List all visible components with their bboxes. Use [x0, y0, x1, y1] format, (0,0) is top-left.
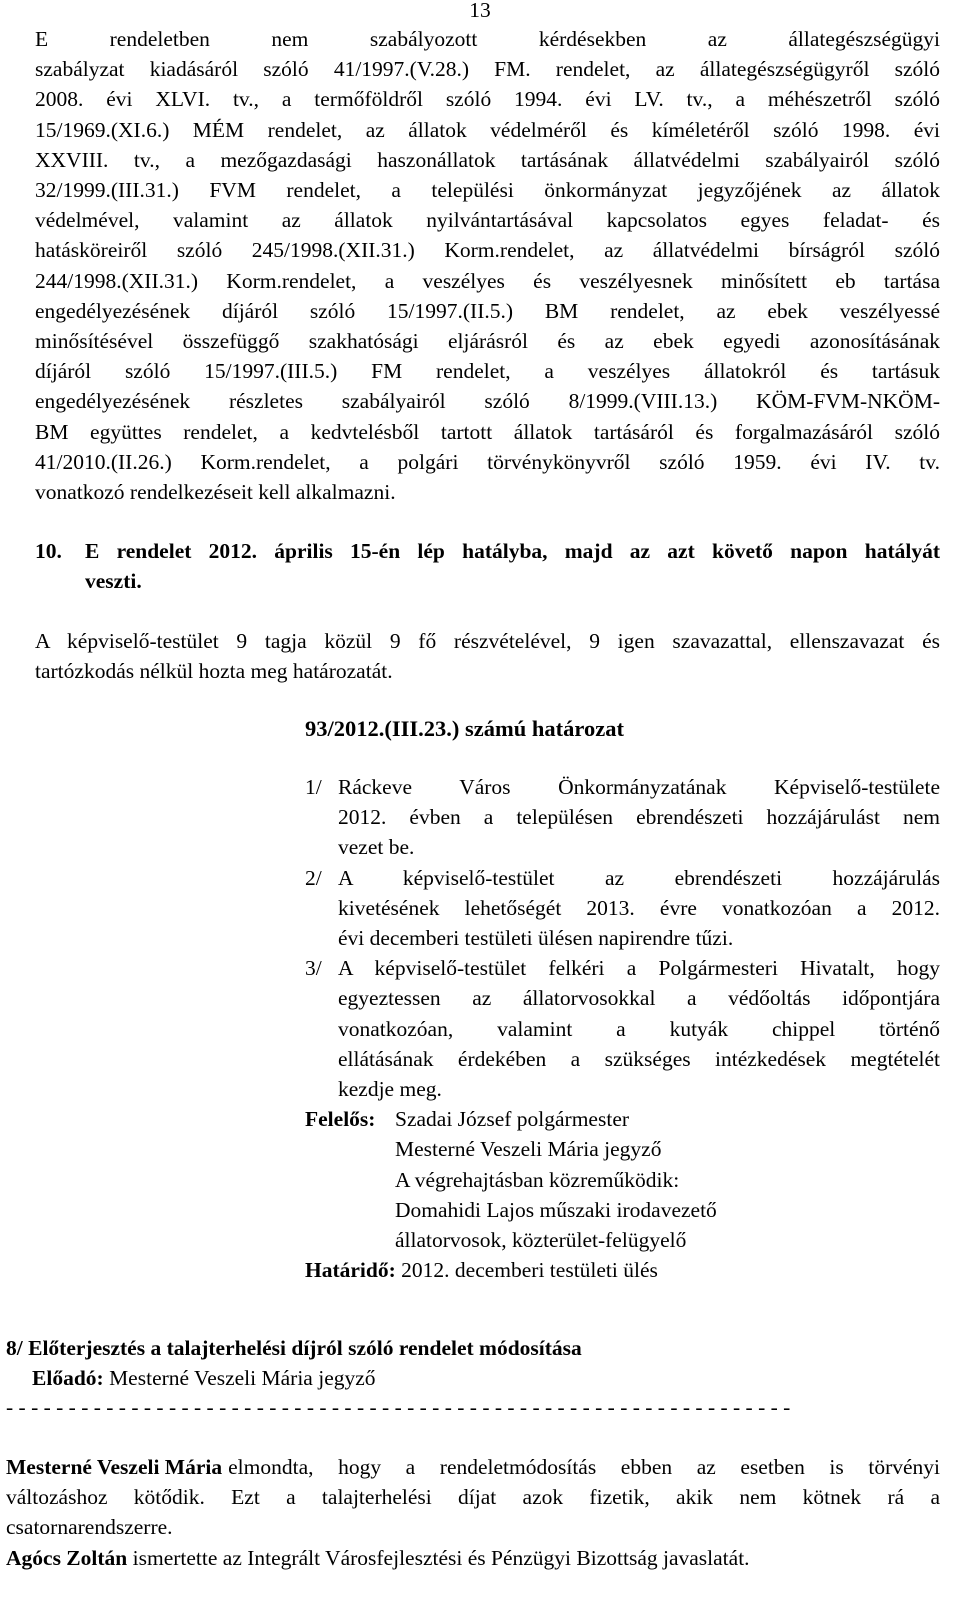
item-text-line: kezdje meg.: [338, 1077, 442, 1102]
agenda-item-title: 8/ Előterjesztés a talajterhelési díjról szóló rendelet módosítása: [6, 1336, 582, 1360]
discussion-paragraph: [6, 1452, 940, 1573]
text-line: tartózkodás nélkül hozta meg határozatát.: [35, 659, 393, 684]
item-text-line: egyeztessen az állatorvosokkal a védőoltás időpontjára: [338, 986, 940, 1011]
item-text-line: kivetésének lehetőségét 2013. évre vonatkozóan a 2012.: [338, 895, 940, 920]
deadline-value: 2012. decemberi testületi ülés: [401, 1258, 658, 1283]
text-line: minősítésével összefüggő szakhatósági eljárásról és az ebek egyedi azonosításának: [35, 329, 940, 354]
responsible-block: [305, 1104, 940, 1255]
responsible-person: A végrehajtásban közreműködik:: [395, 1167, 680, 1192]
resolution-item-2: [305, 863, 940, 954]
presenter-row: [32, 1363, 376, 1393]
text-line: engedélyezésének díjáról szóló 15/1997.(II.5.) BM rendelet, az ebek veszélyessé: [35, 298, 940, 323]
dashed-separator: - - - - - - - - - - - - - - - - - - - - - - - - - - - - - - - - - - - - - - - - - - - - - - - - - - - - - - - - - - - - - - -: [6, 1395, 791, 1419]
text-line: 41/2010.(II.26.) Korm.rendelet, a polgári törvénykönyvről szóló 1959. évi IV. tv.: [35, 449, 940, 474]
text-line: változáshoz kötődik. Ezt a talajterhelési díjat azok fizetik, akik nem kötnek rá a: [6, 1485, 940, 1510]
responsible-label: Felelős:: [305, 1107, 376, 1132]
speaker-statement: [6, 1543, 940, 1573]
item-text-line: A képviselő-testület az ebrendészeti hozzájárulás: [338, 865, 940, 890]
text-line: elmondta, hogy a rendeletmódosítás ebben az esetben is törvényi: [228, 1455, 940, 1479]
item-text-line: ellátásának érdekében a szükséges intézkedések megtételét: [338, 1046, 940, 1071]
text-line: vonatkozó rendelkezéseit kell alkalmazni.: [35, 480, 396, 505]
presenter-label: Előadó:: [32, 1366, 104, 1390]
text-line: védelmével, valamint az állatok nyilvántartásával kapcsolatos egyes feladat- és: [35, 208, 940, 233]
resolution-title: 93/2012.(III.23.) számú határozat: [305, 716, 624, 741]
text-line: E rendeletben nem szabályozott kérdésekben az állategészségügyi: [35, 27, 940, 51]
text-line: XXVIII. tv., a mezőgazdasági haszonállatok tartásának állatvédelmi szabályairól szóló: [35, 147, 940, 172]
text-line: díjáról szóló 15/1997.(III.5.) FM rendelet, a veszélyes állatokról és tartásuk: [35, 359, 940, 384]
text-line: engedélyezésének részletes szabályairól szóló 8/1999.(VIII.13.) KÖM-FVM-NKÖM-: [35, 389, 940, 414]
section-number: 10.: [35, 539, 62, 563]
item-label: 3/: [305, 956, 322, 981]
deadline-row: [305, 1255, 940, 1285]
text-line: BM együttes rendelet, a kedvtelésből tartott állatok tartásáról és forgalmazásáról szóló: [35, 419, 940, 444]
responsible-person: állatorvosok, közterület-felügyelő: [395, 1228, 687, 1253]
text-line: csatornarendszerre.: [6, 1515, 173, 1540]
law-reference-paragraph: [35, 24, 940, 507]
resolution-items: [305, 772, 940, 1285]
item-label: 2/: [305, 865, 322, 890]
text-line: szabályzat kiadásáról szóló 41/1997.(V.28.) FM. rendelet, az állategészségügyről szóló: [35, 57, 940, 82]
text-line: hatásköreiről szóló 245/1998.(XII.31.) Korm.rendelet, az állatvédelmi bírságról szóló: [35, 238, 940, 263]
section-text-line: E rendelet 2012. április 15-én lép hatályba, majd az azt követő napon hatályát: [85, 539, 940, 563]
item-text-line: Ráckeve Város Önkormányzatának Képviselő-testülete: [338, 775, 940, 799]
section-10: [35, 536, 940, 596]
speaker-name: Agócs Zoltán: [6, 1545, 128, 1570]
item-text-line: 2012. évben a településen ebrendészeti hozzájárulást nem: [338, 805, 940, 830]
resolution-item-3: [305, 953, 940, 1104]
vote-paragraph: [35, 626, 940, 686]
presenter-value: Mesterné Veszeli Mária jegyző: [109, 1366, 376, 1390]
speaker-name: Mesterné Veszeli Mária: [6, 1455, 223, 1479]
responsible-person: Domahidi Lajos műszaki irodavezető: [395, 1197, 717, 1222]
responsible-person: Szadai József polgármester: [395, 1107, 630, 1132]
text-line: A képviselő-testület 9 tagja közül 9 fő részvételével, 9 igen szavazattal, ellenszavazat és: [35, 629, 940, 653]
item-text-line: vonatkozóan, valamint a kutyák chippel történő: [338, 1016, 940, 1041]
item-text-line: vezet be.: [338, 835, 415, 860]
text-line: 2008. évi XLVI. tv., a termőföldről szóló 1994. évi LV. tv., a méhészetről szóló: [35, 87, 940, 112]
item-text-line: évi decemberi testületi ülésen napirendre tűzi.: [338, 926, 734, 951]
resolution-item-1: [305, 772, 940, 863]
deadline-label: Határidő:: [305, 1258, 396, 1283]
page-number: 13: [469, 0, 491, 22]
text-line: ismertette az Integrált Városfejlesztési és Pénzügyi Bizottság javaslatát.: [132, 1545, 750, 1570]
responsible-person: Mesterné Veszeli Mária jegyző: [395, 1137, 662, 1162]
item-text-line: A képviselő-testület felkéri a Polgármesteri Hivatalt, hogy: [338, 956, 940, 981]
text-line: 32/1999.(III.31.) FVM rendelet, a települési önkormányzat jegyzőjének az állatok: [35, 178, 940, 203]
item-label: 1/: [305, 775, 322, 799]
text-line: 15/1969.(XI.6.) MÉM rendelet, az állatok védelméről és kíméletéről szóló 1998. évi: [35, 117, 940, 142]
section-text-line: veszti.: [85, 569, 142, 594]
text-line: 244/1998.(XII.31.) Korm.rendelet, a veszélyes és veszélyesnek minősített eb tartása: [35, 268, 940, 293]
